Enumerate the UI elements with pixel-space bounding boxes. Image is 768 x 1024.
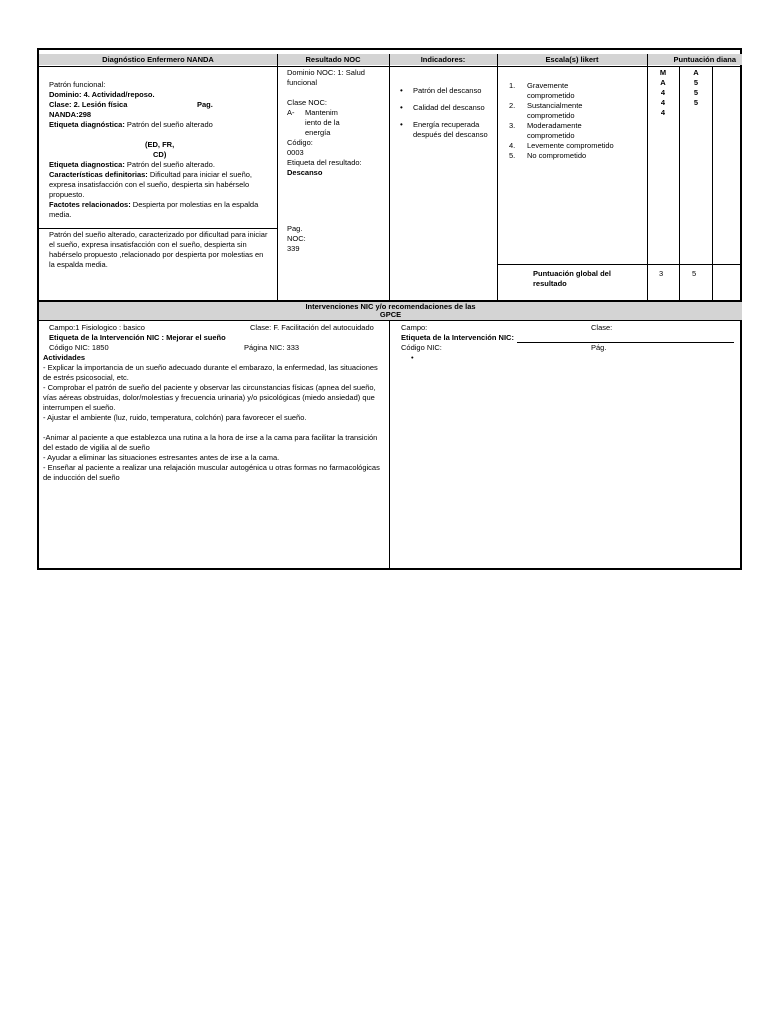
indicador-label: Energía recuperada después del descanso	[413, 120, 488, 139]
nic-actividades-list	[43, 363, 383, 483]
noc-detail	[287, 68, 385, 178]
noc-pag-label: Pag.	[287, 224, 303, 233]
noc-pagina	[287, 224, 385, 254]
noc-noc-value: 339	[287, 244, 300, 253]
nanda-resumen: Patrón del sueño alterado, caracterizado por dificultad para iniciar el sueño, expresa insatisfacción con el sueño, despierta sin habérselo propuesto ,relacionado por despierta por molestias en la espalda media.	[49, 230, 268, 269]
likert-num: 5.	[509, 151, 516, 160]
nanda-etiqueta-label: Etiqueta diagnóstica:	[49, 120, 125, 129]
likert-text: Levemente comprometido	[527, 141, 614, 150]
likert-text: No comprometido	[527, 151, 587, 160]
nanda-caracteristicas-label: Características definitorias:	[49, 170, 148, 179]
likert-num: 2.	[509, 101, 516, 110]
noc-clase-value: Mantenim iento de la energía	[305, 108, 340, 137]
likert-text: Gravemente comprometido	[527, 81, 575, 100]
puntuacion-value: 4	[660, 88, 666, 97]
indicadores-list	[397, 86, 495, 147]
puntuacion-value: 5	[693, 88, 699, 97]
puntuacion-value: A	[660, 78, 666, 87]
bullet-icon: •	[400, 120, 403, 129]
puntuacion-value: 5	[693, 98, 699, 107]
puntuacion-m-col	[649, 68, 677, 118]
nic-actividades-title: Actividades	[43, 353, 86, 362]
indicador-item	[397, 103, 495, 113]
nic-campo: Campo:1 Fisiologico : basico	[49, 323, 145, 332]
patron-funcional: Patrón funcional:	[49, 80, 106, 89]
puntuacion-a-col	[681, 68, 711, 108]
likert-num: 1.	[509, 81, 516, 90]
header-noc: Resultado NOC	[277, 54, 389, 65]
puntuacion-value: 5	[693, 78, 699, 87]
noc-codigo-value: 0003	[287, 148, 304, 157]
puntuacion-value: A	[693, 68, 699, 77]
nic-codigo-row	[43, 343, 383, 353]
noc-etiqueta-value: Descanso	[287, 168, 323, 177]
actividad-item: -Animar al paciente a que establezca una rutina a la hora de irse a la cama para facilitar la transición del estado de vigilia al de sueño	[43, 433, 378, 452]
likert-item	[509, 101, 645, 121]
nic-right-bullet: •	[411, 353, 414, 362]
likert-num: 4.	[509, 141, 516, 150]
nanda-etiqueta2-value: Patrón del sueño alterado.	[124, 160, 215, 169]
indicador-label: Patrón del descanso	[413, 86, 482, 95]
likert-item	[509, 141, 645, 151]
puntuacion-global-a: 5	[692, 269, 697, 278]
nanda-clase: Clase: 2. Lesión física	[49, 100, 128, 109]
nic-right-campo: Campo:	[401, 323, 428, 332]
nic-header-text: Intervenciones NIC y/o recomendaciones de las GPCE	[305, 302, 476, 319]
puntuacion-global-m: 3	[659, 269, 664, 278]
likert-list	[509, 81, 645, 161]
nanda-factores-label: Factotes relacionados:	[49, 200, 131, 209]
nic-right-codigo-row	[401, 343, 737, 353]
puntuacion-global-label: Puntuación global del resultado	[533, 269, 611, 288]
nic-right-clase: Clase:	[591, 323, 613, 332]
nanda-clase-row	[49, 100, 273, 110]
actividad-item: - Ajustar el ambiente (luz, ruido, temperatura, colchón) para favorecer el sueño.	[43, 413, 307, 422]
nanda-caracteristicas-value: Dificultad para iniciar el sueño, expresa insatisfacción con el sueño, despierta sin habérselo propuesto.	[49, 170, 253, 199]
likert-text: Moderadamente comprometido	[527, 121, 582, 140]
nic-left-campo-row	[43, 323, 383, 333]
nanda-etiqueta-2	[49, 160, 273, 170]
nanda-detail	[49, 80, 273, 220]
indicador-item	[397, 86, 495, 96]
header-puntuacion: Puntuación diana	[647, 54, 742, 65]
likert-text: Sustancialmente comprometido	[527, 101, 583, 120]
noc-etiqueta-label: Etiqueta del resultado:	[287, 158, 362, 167]
nic-right-etiqueta-row	[401, 333, 737, 343]
noc-noc-label: NOC:	[287, 234, 306, 243]
header-escala: Escala(s) likert	[497, 54, 647, 65]
actividad-item: - Comprobar el patrón de sueño del paciente y observar las circunstancias físicas (apnea del sueño, vías aéreas obstruidas, dolor/molestias y frecuencia urinaria) y/o psicológicas (miedo ansiedad) que interrumpen el sueño.	[43, 383, 376, 412]
nanda-caracteristicas	[49, 170, 273, 200]
nic-header	[39, 302, 742, 321]
nic-right-codigo: Código NIC:	[401, 343, 442, 352]
nic-right	[401, 323, 737, 363]
nanda-cd: CD)	[153, 150, 167, 159]
nic-right-campo-row	[401, 323, 737, 333]
nanda-factores	[49, 200, 273, 220]
indicador-label: Calidad del descanso	[413, 103, 485, 112]
noc-clase-letter: A-	[287, 108, 295, 117]
nanda-etiqueta2-label: Etiqueta diagnostica:	[49, 160, 125, 169]
likert-item	[509, 151, 645, 161]
actividad-item: - Enseñar al paciente a realizar una relajación muscular autogénica u otras formas no farmacológicas de inducción del sueño	[43, 463, 380, 482]
nanda-dominio: Dominio: 4. Actividad/reposo.	[49, 90, 155, 99]
nanda-pag: Pag.	[197, 100, 213, 109]
puntuacion-value: 4	[660, 108, 666, 117]
indicador-item	[397, 120, 495, 140]
actividad-item: - Ayudar a eliminar las situaciones estresantes antes de irse a la cama.	[43, 453, 280, 462]
nic-etiqueta: Etiqueta de la Intervención NIC : Mejorar el sueño	[49, 333, 226, 342]
nanda-number: NANDA:298	[49, 110, 92, 119]
nanda-etiqueta	[49, 120, 273, 130]
bullet-icon: •	[400, 86, 403, 95]
nic-right-etiqueta: Etiqueta de la Intervención NIC:	[401, 333, 514, 342]
nic-pagina: Página NIC: 333	[244, 343, 300, 352]
actividad-item: - Explicar la importancia de un sueño adecuado durante el embarazo, la enfermedad, las situaciones de estrés psicosocial, etc.	[43, 363, 378, 382]
likert-item	[509, 121, 645, 141]
noc-clase-row	[287, 108, 385, 138]
noc-codigo-label: Código:	[287, 138, 313, 147]
puntuacion-value: 4	[660, 98, 666, 107]
nic-right-pag: Pág.	[591, 343, 607, 352]
bullet-icon: •	[400, 103, 403, 112]
header-indicadores: Indicadores:	[389, 54, 497, 65]
likert-item	[509, 81, 645, 101]
nic-left	[43, 323, 383, 483]
nanda-factores-value: Despierta por molestias en la espalda media.	[49, 200, 259, 219]
header-nanda: Diagnóstico Enfermero NANDA	[39, 54, 277, 65]
noc-dominio: Dominio NOC: 1: Salud funcional	[287, 68, 365, 87]
nanda-ed-fr: (ED, FR,	[145, 140, 175, 149]
puntuacion-value: M	[659, 68, 667, 77]
care-plan-sheet	[37, 48, 742, 570]
likert-num: 3.	[509, 121, 516, 130]
noc-clase-label: Clase NOC:	[287, 98, 328, 107]
nic-codigo: Código NIC: 1850	[49, 343, 109, 352]
nanda-etiqueta-value: Patrón del sueño alterado	[124, 120, 213, 129]
nic-clase: Clase: F. Facilitación del autocuidado	[250, 323, 374, 332]
